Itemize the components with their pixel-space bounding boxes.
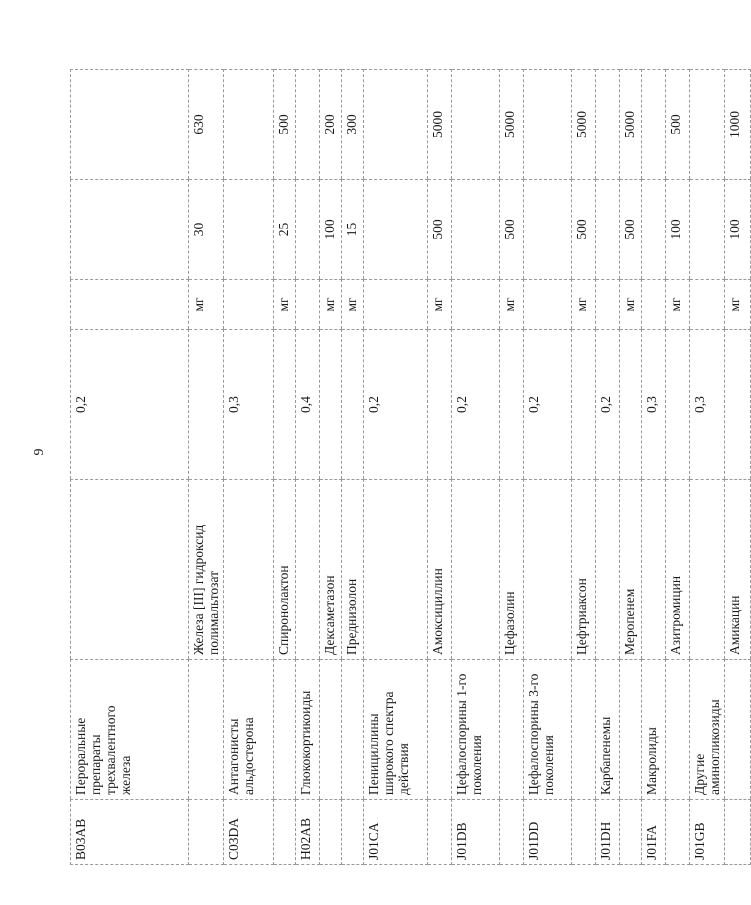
ddd-cell xyxy=(596,180,620,280)
drug-name-cell xyxy=(690,480,725,660)
course-dose-cell xyxy=(71,70,189,180)
drug-name-cell xyxy=(572,480,596,660)
group-name-cell xyxy=(296,660,320,800)
ddd-cell xyxy=(189,180,224,280)
table-row xyxy=(320,70,342,865)
course-dose-cell xyxy=(296,70,320,180)
group-name-cell xyxy=(71,660,189,800)
drug-name-cell xyxy=(342,480,364,660)
fraction-cell xyxy=(620,330,642,480)
group-name-cell xyxy=(500,660,524,800)
course-dose-cell xyxy=(596,70,620,180)
atc-code-cell xyxy=(224,800,274,865)
course-dose-text: 1000 xyxy=(727,111,743,138)
fraction-text: 0,2 xyxy=(454,396,470,413)
ddd-cell xyxy=(224,180,274,280)
group-name-text: Цефалоспорины 1-го поколения xyxy=(454,673,485,795)
course-dose-text: 500 xyxy=(668,114,684,135)
ddd-text: 15 xyxy=(344,222,360,237)
fraction-cell xyxy=(224,330,274,480)
course-dose-text: 200 xyxy=(322,114,338,135)
unit-cell xyxy=(224,280,274,330)
atc-code-text: J01DH xyxy=(598,821,614,860)
atc-code-cell xyxy=(342,800,364,865)
unit-text: мг xyxy=(622,297,638,312)
unit-cell xyxy=(452,280,500,330)
fraction-text: 0,2 xyxy=(598,396,614,413)
ddd-cell xyxy=(364,180,428,280)
unit-text: мг xyxy=(727,297,743,312)
atc-code-cell xyxy=(725,800,751,865)
group-name-text: Пероральные препараты трехвалентного железа xyxy=(73,705,134,795)
course-dose-text: 5000 xyxy=(622,111,638,138)
group-name-cell xyxy=(428,660,452,800)
drug-name-cell xyxy=(524,480,572,660)
drug-name-text: Цефазолин xyxy=(502,591,518,655)
course-dose-cell xyxy=(690,70,725,180)
group-name-text: Карбапенемы xyxy=(598,716,614,795)
drug-name-cell xyxy=(666,480,690,660)
drug-name-cell xyxy=(642,480,666,660)
table-row xyxy=(572,70,596,865)
table-row xyxy=(666,70,690,865)
drug-name-cell xyxy=(428,480,452,660)
atc-code-cell xyxy=(572,800,596,865)
course-dose-cell xyxy=(666,70,690,180)
atc-code-cell xyxy=(320,800,342,865)
table-row xyxy=(274,70,296,865)
fraction-cell xyxy=(296,330,320,480)
drug-name-cell xyxy=(452,480,500,660)
drug-name-cell xyxy=(364,480,428,660)
drug-name-text: Меропенем xyxy=(622,588,638,655)
drug-name-text: Спиронолактон xyxy=(276,565,292,655)
fraction-cell xyxy=(364,330,428,480)
table-body xyxy=(71,70,751,865)
fraction-text: 0,3 xyxy=(644,396,660,413)
table-row xyxy=(642,70,666,865)
ddd-cell xyxy=(428,180,452,280)
table-row xyxy=(690,70,725,865)
group-name-cell xyxy=(642,660,666,800)
unit-cell xyxy=(189,280,224,330)
ddd-text: 500 xyxy=(574,219,590,240)
table-row xyxy=(725,70,751,865)
fraction-cell xyxy=(274,330,296,480)
atc-code-text: B03AB xyxy=(73,818,88,860)
ddd-cell xyxy=(725,180,751,280)
unit-cell xyxy=(71,280,189,330)
atc-code-text: C03DA xyxy=(226,817,242,860)
unit-cell xyxy=(666,280,690,330)
ddd-cell xyxy=(572,180,596,280)
unit-text: мг xyxy=(502,297,518,312)
group-name-text: Цефалоспорины 3-го поколения xyxy=(526,673,557,795)
atc-code-text: J01GB xyxy=(692,822,708,860)
course-dose-cell xyxy=(572,70,596,180)
atc-code-text: H02AB xyxy=(298,817,314,860)
ddd-cell xyxy=(620,180,642,280)
fraction-cell xyxy=(524,330,572,480)
drug-table xyxy=(70,69,751,865)
group-name-cell xyxy=(596,660,620,800)
course-dose-cell xyxy=(500,70,524,180)
atc-code-text: J01DB xyxy=(454,822,470,860)
unit-text: мг xyxy=(322,297,338,312)
table-row xyxy=(620,70,642,865)
drug-name-cell xyxy=(71,480,189,660)
page-number: 9 xyxy=(32,448,47,456)
unit-text: мг xyxy=(191,297,206,312)
drug-name-cell xyxy=(296,480,320,660)
ddd-cell xyxy=(296,180,320,280)
rotated-table-container xyxy=(70,70,743,865)
table-row xyxy=(524,70,572,865)
atc-code-text: J01FA xyxy=(644,824,660,860)
unit-text: мг xyxy=(668,297,684,312)
ddd-cell xyxy=(666,180,690,280)
ddd-text: 100 xyxy=(727,219,743,240)
course-dose-text: 300 xyxy=(344,114,360,135)
table-row xyxy=(296,70,320,865)
table-row xyxy=(189,70,224,865)
ddd-cell xyxy=(71,180,189,280)
fraction-text: 0,2 xyxy=(526,396,542,413)
group-name-cell xyxy=(524,660,572,800)
unit-cell xyxy=(725,280,751,330)
table-row xyxy=(342,70,364,865)
drug-name-cell xyxy=(596,480,620,660)
unit-cell xyxy=(296,280,320,330)
atc-code-cell xyxy=(189,800,224,865)
atc-code-cell xyxy=(524,800,572,865)
drug-name-text: Цефтриаксон xyxy=(574,578,590,655)
group-name-cell xyxy=(274,660,296,800)
drug-name-cell xyxy=(224,480,274,660)
ddd-cell xyxy=(342,180,364,280)
atc-code-cell xyxy=(296,800,320,865)
drug-name-cell xyxy=(620,480,642,660)
group-name-text: Другие аминогликозиды xyxy=(692,699,723,795)
atc-code-cell xyxy=(500,800,524,865)
course-dose-cell xyxy=(364,70,428,180)
ddd-cell xyxy=(642,180,666,280)
fraction-cell xyxy=(428,330,452,480)
fraction-cell xyxy=(666,330,690,480)
course-dose-text: 630 xyxy=(191,114,206,135)
drug-name-text: Преднизолон xyxy=(344,578,360,655)
group-name-cell xyxy=(189,660,224,800)
drug-name-cell xyxy=(274,480,296,660)
table-row xyxy=(224,70,274,865)
unit-text: мг xyxy=(430,297,446,312)
course-dose-cell xyxy=(452,70,500,180)
unit-text: мг xyxy=(574,297,590,312)
group-name-cell xyxy=(320,660,342,800)
atc-code-cell xyxy=(274,800,296,865)
group-name-cell xyxy=(364,660,428,800)
table-row xyxy=(364,70,428,865)
course-dose-cell xyxy=(642,70,666,180)
drug-name-text: Азитромицин xyxy=(668,575,684,655)
fraction-cell xyxy=(725,330,751,480)
ddd-cell xyxy=(452,180,500,280)
fraction-cell xyxy=(189,330,224,480)
course-dose-text: 5000 xyxy=(502,111,518,138)
fraction-cell xyxy=(452,330,500,480)
fraction-text: 0,2 xyxy=(366,396,382,413)
drug-name-text: Амикацин xyxy=(727,595,743,655)
ddd-text: 500 xyxy=(430,219,446,240)
atc-code-cell xyxy=(71,800,189,865)
table-row xyxy=(71,70,189,865)
ddd-text: 30 xyxy=(191,222,206,237)
ddd-cell xyxy=(524,180,572,280)
course-dose-cell xyxy=(342,70,364,180)
unit-cell xyxy=(342,280,364,330)
unit-cell xyxy=(500,280,524,330)
table-row xyxy=(428,70,452,865)
atc-code-cell xyxy=(428,800,452,865)
atc-code-cell xyxy=(620,800,642,865)
group-name-text: Глюкокортикоиды xyxy=(298,690,314,795)
group-name-text: Антагонисты альдостерона xyxy=(226,717,257,795)
group-name-text: Макролиды xyxy=(644,727,660,795)
fraction-cell xyxy=(71,330,189,480)
fraction-cell xyxy=(342,330,364,480)
course-dose-cell xyxy=(428,70,452,180)
atc-code-cell xyxy=(642,800,666,865)
drug-name-cell xyxy=(725,480,751,660)
group-name-cell xyxy=(224,660,274,800)
fraction-cell xyxy=(320,330,342,480)
group-name-cell xyxy=(342,660,364,800)
table-row xyxy=(500,70,524,865)
atc-code-cell xyxy=(666,800,690,865)
course-dose-text: 5000 xyxy=(574,111,590,138)
ddd-text: 25 xyxy=(276,222,292,237)
unit-cell xyxy=(596,280,620,330)
course-dose-cell xyxy=(725,70,751,180)
ddd-text: 500 xyxy=(622,219,638,240)
unit-cell xyxy=(572,280,596,330)
unit-cell xyxy=(428,280,452,330)
fraction-cell xyxy=(500,330,524,480)
drug-name-cell xyxy=(189,480,224,660)
fraction-text: 0,3 xyxy=(226,396,242,413)
group-name-cell xyxy=(620,660,642,800)
table-row xyxy=(596,70,620,865)
atc-code-cell xyxy=(690,800,725,865)
unit-cell xyxy=(642,280,666,330)
group-name-text: Пенициллины широкого спектра действия xyxy=(366,691,412,795)
ddd-text: 100 xyxy=(322,219,338,240)
group-name-cell xyxy=(666,660,690,800)
atc-code-cell xyxy=(452,800,500,865)
drug-name-cell xyxy=(500,480,524,660)
course-dose-text: 5000 xyxy=(430,111,446,138)
ddd-text: 500 xyxy=(502,219,518,240)
course-dose-cell xyxy=(320,70,342,180)
course-dose-cell xyxy=(274,70,296,180)
fraction-text: 0,3 xyxy=(692,396,708,413)
drug-name-text: Амоксициллин xyxy=(430,568,446,655)
drug-name-text: Дексаметазон xyxy=(322,575,338,655)
ddd-cell xyxy=(500,180,524,280)
atc-code-text: J01CA xyxy=(366,822,382,860)
drug-name-text: Железа [III] гидроксид полимальтозат xyxy=(191,524,222,655)
unit-text: мг xyxy=(276,297,292,312)
ddd-cell xyxy=(320,180,342,280)
unit-cell xyxy=(364,280,428,330)
atc-code-cell xyxy=(364,800,428,865)
ddd-cell xyxy=(690,180,725,280)
group-name-cell xyxy=(572,660,596,800)
fraction-cell xyxy=(642,330,666,480)
atc-code-cell xyxy=(596,800,620,865)
atc-code-text: J01DD xyxy=(526,821,542,860)
fraction-cell xyxy=(572,330,596,480)
unit-cell xyxy=(620,280,642,330)
fraction-cell xyxy=(690,330,725,480)
fraction-text: 0,2 xyxy=(73,396,88,413)
fraction-cell xyxy=(596,330,620,480)
unit-cell xyxy=(320,280,342,330)
drug-name-cell xyxy=(320,480,342,660)
unit-cell xyxy=(524,280,572,330)
course-dose-cell xyxy=(524,70,572,180)
course-dose-text: 500 xyxy=(276,114,292,135)
course-dose-cell xyxy=(189,70,224,180)
unit-text: мг xyxy=(344,297,360,312)
ddd-text: 100 xyxy=(668,219,684,240)
group-name-cell xyxy=(452,660,500,800)
course-dose-cell xyxy=(224,70,274,180)
unit-cell xyxy=(690,280,725,330)
group-name-cell xyxy=(690,660,725,800)
ddd-cell xyxy=(274,180,296,280)
group-name-cell xyxy=(725,660,751,800)
fraction-text: 0,4 xyxy=(298,396,314,413)
unit-cell xyxy=(274,280,296,330)
course-dose-cell xyxy=(620,70,642,180)
table-row xyxy=(452,70,500,865)
